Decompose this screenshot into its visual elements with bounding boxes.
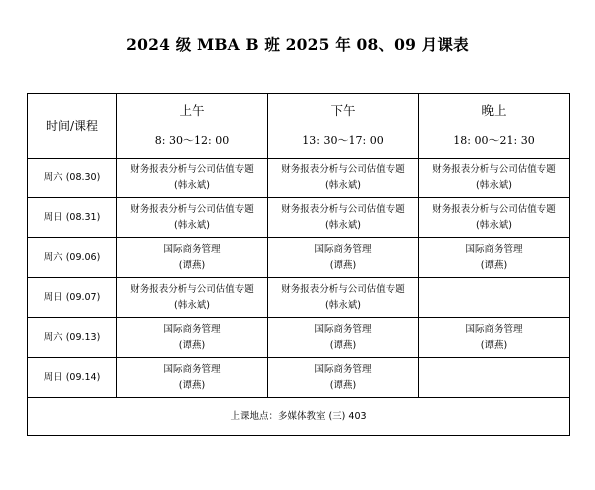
class-cell [117,238,268,278]
class-cell [268,358,419,398]
teacher-name: (韩永斌) [325,299,361,311]
course-name: 国际商务管理 [314,363,372,375]
date-cell: 周日 (09.14) [28,358,117,398]
class-cell [117,198,268,238]
slot-time: 8: 30～12: 00 [154,133,230,147]
course-name: 国际商务管理 [163,243,221,255]
class-cell [117,318,268,358]
teacher-name: (谭燕) [178,259,206,271]
class-cell [419,158,570,198]
slot-name: 下午 [330,102,356,118]
date-cell: 周六 (09.13) [28,318,117,358]
teacher-name: (韩永斌) [174,219,210,231]
date-cell: 周日 (09.07) [28,278,117,318]
course-name: 财务报表分析与公司估值专题 [130,163,254,175]
teacher-name: (谭燕) [329,259,357,271]
time-course-header: 时间/课程 [28,94,117,159]
course-name: 财务报表分析与公司估值专题 [432,203,556,215]
course-name: 财务报表分析与公司估值专题 [281,163,405,175]
course-name: 财务报表分析与公司估值专题 [281,203,405,215]
course-name: 财务报表分析与公司估值专题 [130,203,254,215]
teacher-name: (韩永斌) [174,179,210,191]
course-name: 国际商务管理 [465,243,523,255]
header-row [28,94,570,159]
course-name: 财务报表分析与公司估值专题 [281,283,405,295]
course-name: 国际商务管理 [163,323,221,335]
slot-name: 晚上 [481,102,507,118]
class-cell [117,358,268,398]
teacher-name: (谭燕) [329,339,357,351]
class-cell [117,278,268,318]
course-name: 国际商务管理 [314,243,372,255]
class-cell [268,238,419,278]
schedule-table [27,93,570,436]
teacher-name: (韩永斌) [476,219,512,231]
slot-header-afternoon [268,94,419,159]
table-row [28,358,570,398]
location-note: 上课地点：多媒体教室 (三) 403 [28,398,570,436]
teacher-name: (谭燕) [178,379,206,391]
teacher-name: (谭燕) [480,339,508,351]
table-row [28,278,570,318]
class-cell [117,158,268,198]
slot-name: 上午 [179,102,205,118]
course-name: 财务报表分析与公司估值专题 [432,163,556,175]
page-title: 2024 级 MBA B 班 2025 年 08、09 月课表 [126,35,469,54]
teacher-name: (韩永斌) [325,219,361,231]
class-cell [419,238,570,278]
teacher-name: (谭燕) [480,259,508,271]
slot-header-morning [117,94,268,159]
slot-header-evening [419,94,570,159]
table-row [28,158,570,198]
table-row [28,198,570,238]
course-name: 国际商务管理 [163,363,221,375]
class-cell [268,198,419,238]
class-cell [419,318,570,358]
class-cell [268,278,419,318]
empty-cell [419,358,570,398]
course-name: 国际商务管理 [314,323,372,335]
slot-time: 18: 00～21: 30 [453,133,535,147]
table-row [28,238,570,278]
class-cell [268,318,419,358]
footer-row [28,398,570,436]
slot-time: 13: 30～17: 00 [302,133,384,147]
teacher-name: (谭燕) [329,379,357,391]
date-cell: 周六 (09.06) [28,238,117,278]
teacher-name: (谭燕) [178,339,206,351]
teacher-name: (韩永斌) [476,179,512,191]
date-cell: 周日 (08.31) [28,198,117,238]
empty-cell [419,278,570,318]
teacher-name: (韩永斌) [174,299,210,311]
table-row [28,318,570,358]
date-cell: 周六 (08.30) [28,158,117,198]
course-name: 国际商务管理 [465,323,523,335]
class-cell [419,198,570,238]
teacher-name: (韩永斌) [325,179,361,191]
class-cell [268,158,419,198]
course-name: 财务报表分析与公司估值专题 [130,283,254,295]
